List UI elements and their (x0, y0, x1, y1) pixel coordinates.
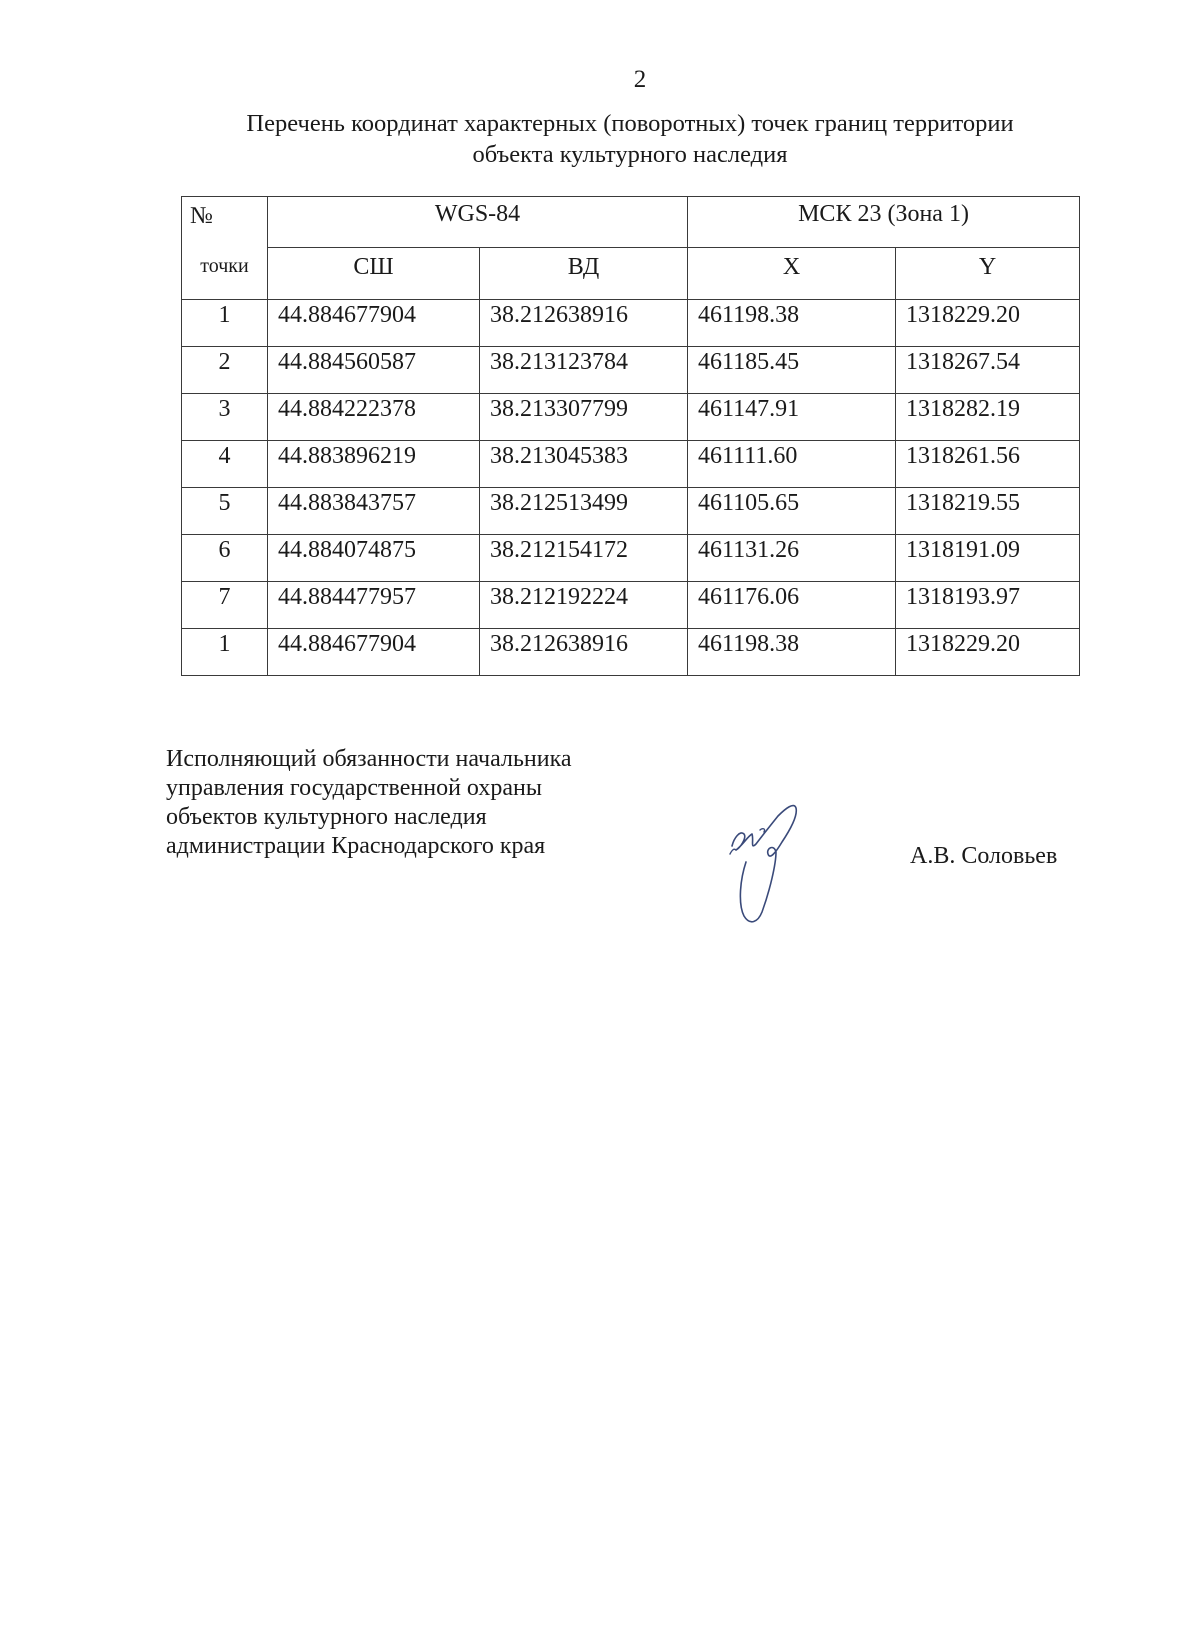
cell-point-number: 2 (182, 347, 268, 394)
cell-point-number: 1 (182, 300, 268, 347)
cell-latitude: 44.884677904 (268, 629, 480, 676)
cell-latitude: 44.884222378 (268, 394, 480, 441)
position-line-2: управления государственной охраны (166, 775, 542, 801)
cell-y: 1318267.54 (896, 347, 1080, 394)
cell-longitude: 38.213123784 (480, 347, 688, 394)
table-row (182, 488, 1080, 535)
cell-longitude: 38.212513499 (480, 488, 688, 535)
table-row (182, 347, 1080, 394)
cell-longitude: 38.212154172 (480, 535, 688, 582)
position-line-1: Исполняющий обязанности начальника (166, 746, 572, 772)
table-row (182, 300, 1080, 347)
cell-y: 1318261.56 (896, 441, 1080, 488)
cell-latitude: 44.883843757 (268, 488, 480, 535)
cell-longitude: 38.212638916 (480, 629, 688, 676)
table-header-row-2 (182, 247, 1080, 300)
header-wgs84: WGS-84 (268, 197, 688, 248)
cell-longitude: 38.213045383 (480, 441, 688, 488)
cell-point-number: 4 (182, 441, 268, 488)
cell-y: 1318229.20 (896, 629, 1080, 676)
cell-x: 461131.26 (688, 535, 896, 582)
cell-y: 1318282.19 (896, 394, 1080, 441)
cell-latitude: 44.883896219 (268, 441, 480, 488)
cell-y: 1318191.09 (896, 535, 1080, 582)
cell-point-number: 7 (182, 582, 268, 629)
cell-point-number: 6 (182, 535, 268, 582)
title-line-1: Перечень координат характерных (поворотных) точек границ территории (246, 110, 1014, 137)
header-msk23: МСК 23 (Зона 1) (688, 197, 1080, 248)
position-line-4: администрации Краснодарского края (166, 833, 546, 859)
cell-point-number: 5 (182, 488, 268, 535)
cell-x: 461105.65 (688, 488, 896, 535)
table-row (182, 394, 1080, 441)
handwritten-signature (720, 800, 820, 930)
header-y: Y (896, 247, 1080, 300)
title-line-2: объекта культурного наследия (472, 141, 788, 168)
cell-y: 1318193.97 (896, 582, 1080, 629)
position-line-3: объектов культурного наследия (166, 804, 487, 830)
header-point-number: № (182, 197, 268, 248)
signatory-position (166, 745, 572, 861)
table-row (182, 441, 1080, 488)
cell-longitude: 38.212638916 (480, 300, 688, 347)
coordinates-table (181, 196, 1080, 676)
cell-x: 461147.91 (688, 394, 896, 441)
cell-latitude: 44.884074875 (268, 535, 480, 582)
cell-x: 461198.38 (688, 300, 896, 347)
header-point-label: точки (182, 247, 268, 300)
cell-longitude: 38.213307799 (480, 394, 688, 441)
header-latitude: СШ (268, 247, 480, 300)
cell-y: 1318219.55 (896, 488, 1080, 535)
table-row (182, 629, 1080, 676)
cell-x: 461185.45 (688, 347, 896, 394)
document-title (180, 108, 1080, 170)
cell-x: 461198.38 (688, 629, 896, 676)
cell-point-number: 3 (182, 394, 268, 441)
table-row (182, 535, 1080, 582)
cell-x: 461176.06 (688, 582, 896, 629)
cell-x: 461111.60 (688, 441, 896, 488)
cell-point-number: 1 (182, 629, 268, 676)
signer-name: А.В. Соловьев (910, 843, 1058, 869)
table-header-row-1 (182, 197, 1080, 248)
header-x: X (688, 247, 896, 300)
cell-y: 1318229.20 (896, 300, 1080, 347)
table-row (182, 582, 1080, 629)
cell-latitude: 44.884477957 (268, 582, 480, 629)
cell-latitude: 44.884677904 (268, 300, 480, 347)
header-longitude: ВД (480, 247, 688, 300)
cell-longitude: 38.212192224 (480, 582, 688, 629)
page-number: 2 (633, 66, 647, 93)
cell-latitude: 44.884560587 (268, 347, 480, 394)
